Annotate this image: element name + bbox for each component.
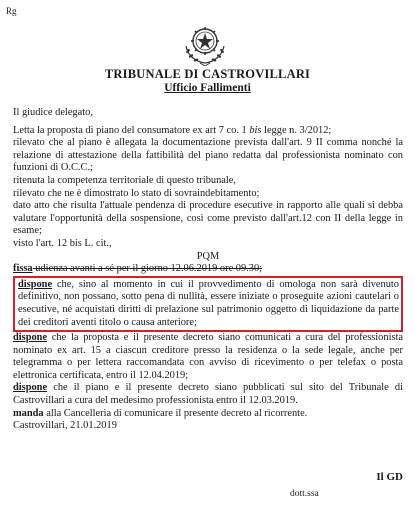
paragraph-manda: manda alla Cancelleria di comunicare il presente decreto al ricorrente. <box>13 407 308 419</box>
highlighted-dispone-paragraph: dispone che, sino al momento in cui il provvedimento di omologa non sarà divenuto definitivo, non possano, sotto pena di nullità, essere iniziate o proseguite azioni cautelari o esecutive, né acquistati diritti di prelazione sul patrimonio oggetto di liquidazione da parte dei creditori aventi titolo o causa anteriore; <box>13 276 403 332</box>
paragraph-dispone-comunicazione: dispone che la proposta e il presente decreto siano comunicati a cura del professionista nominato ex art. 15 a ciascun creditore presso la residenza o la sede legale, anche per telegramma o per lettera raccomandata con avviso di ricevimento o per telefax o posta elettronica certificata, entro il 12.04.2019; <box>13 332 403 381</box>
paragraph-competenza: ritenuta la competenza territoriale di questo tribunale, <box>13 174 237 186</box>
decree-body <box>13 107 403 433</box>
paragraph-dispone-pubblicazione: dispone che il piano e il presente decreto siano pubblicati sul sito del Tribunale di Castrovillari a cura del medesimo professionista entro il 12.03.2019. <box>13 382 403 407</box>
paragraph-pendenza: dato atto che risulta l'attuale pendenza di procedure esecutive in rapporto alle quali si debba valutare l'opportunità della sospensione, così come previsto dall'art.12 con II della legge in esame; <box>13 200 403 237</box>
signature-role: Il GD <box>376 471 403 483</box>
paragraph-allegata: rilevato che al piano è allegata la documentazione prevista dall'art. 9 II comma nonché la relazione di attestazione della fattibilità del piano redatta dal professionista nominato con funzioni di O.C.C.; <box>13 137 403 174</box>
corner-label: Rg <box>6 6 17 16</box>
paragraph-sovraindebitamento: rilevato che ne è dimostrato lo stato di sovraindebitamento; <box>13 187 260 199</box>
paragraph-fissa: fissa udienza avanti a sé per il giorno 12.06.2019 ore 09.30; <box>13 263 263 275</box>
place-date: Castrovillari, 21.01.2019 <box>13 420 117 432</box>
judge-intro: Il giudice delegato, <box>13 107 93 118</box>
pqm-heading: PQM <box>196 250 220 262</box>
office-name: Ufficio Fallimenti <box>164 82 251 94</box>
paragraph-letta: Letta la proposta di piano del consumatore ex art 7 co. 1 bis legge n. 3/2012; <box>13 124 332 136</box>
italian-republic-emblem-icon <box>180 22 230 66</box>
paragraph-visto: visto l'art. 12 bis L. cit., <box>13 237 112 249</box>
signature-title: dott.ssa <box>290 489 319 499</box>
court-name: TRIBUNALE DI CASTROVILLARI <box>104 67 311 81</box>
